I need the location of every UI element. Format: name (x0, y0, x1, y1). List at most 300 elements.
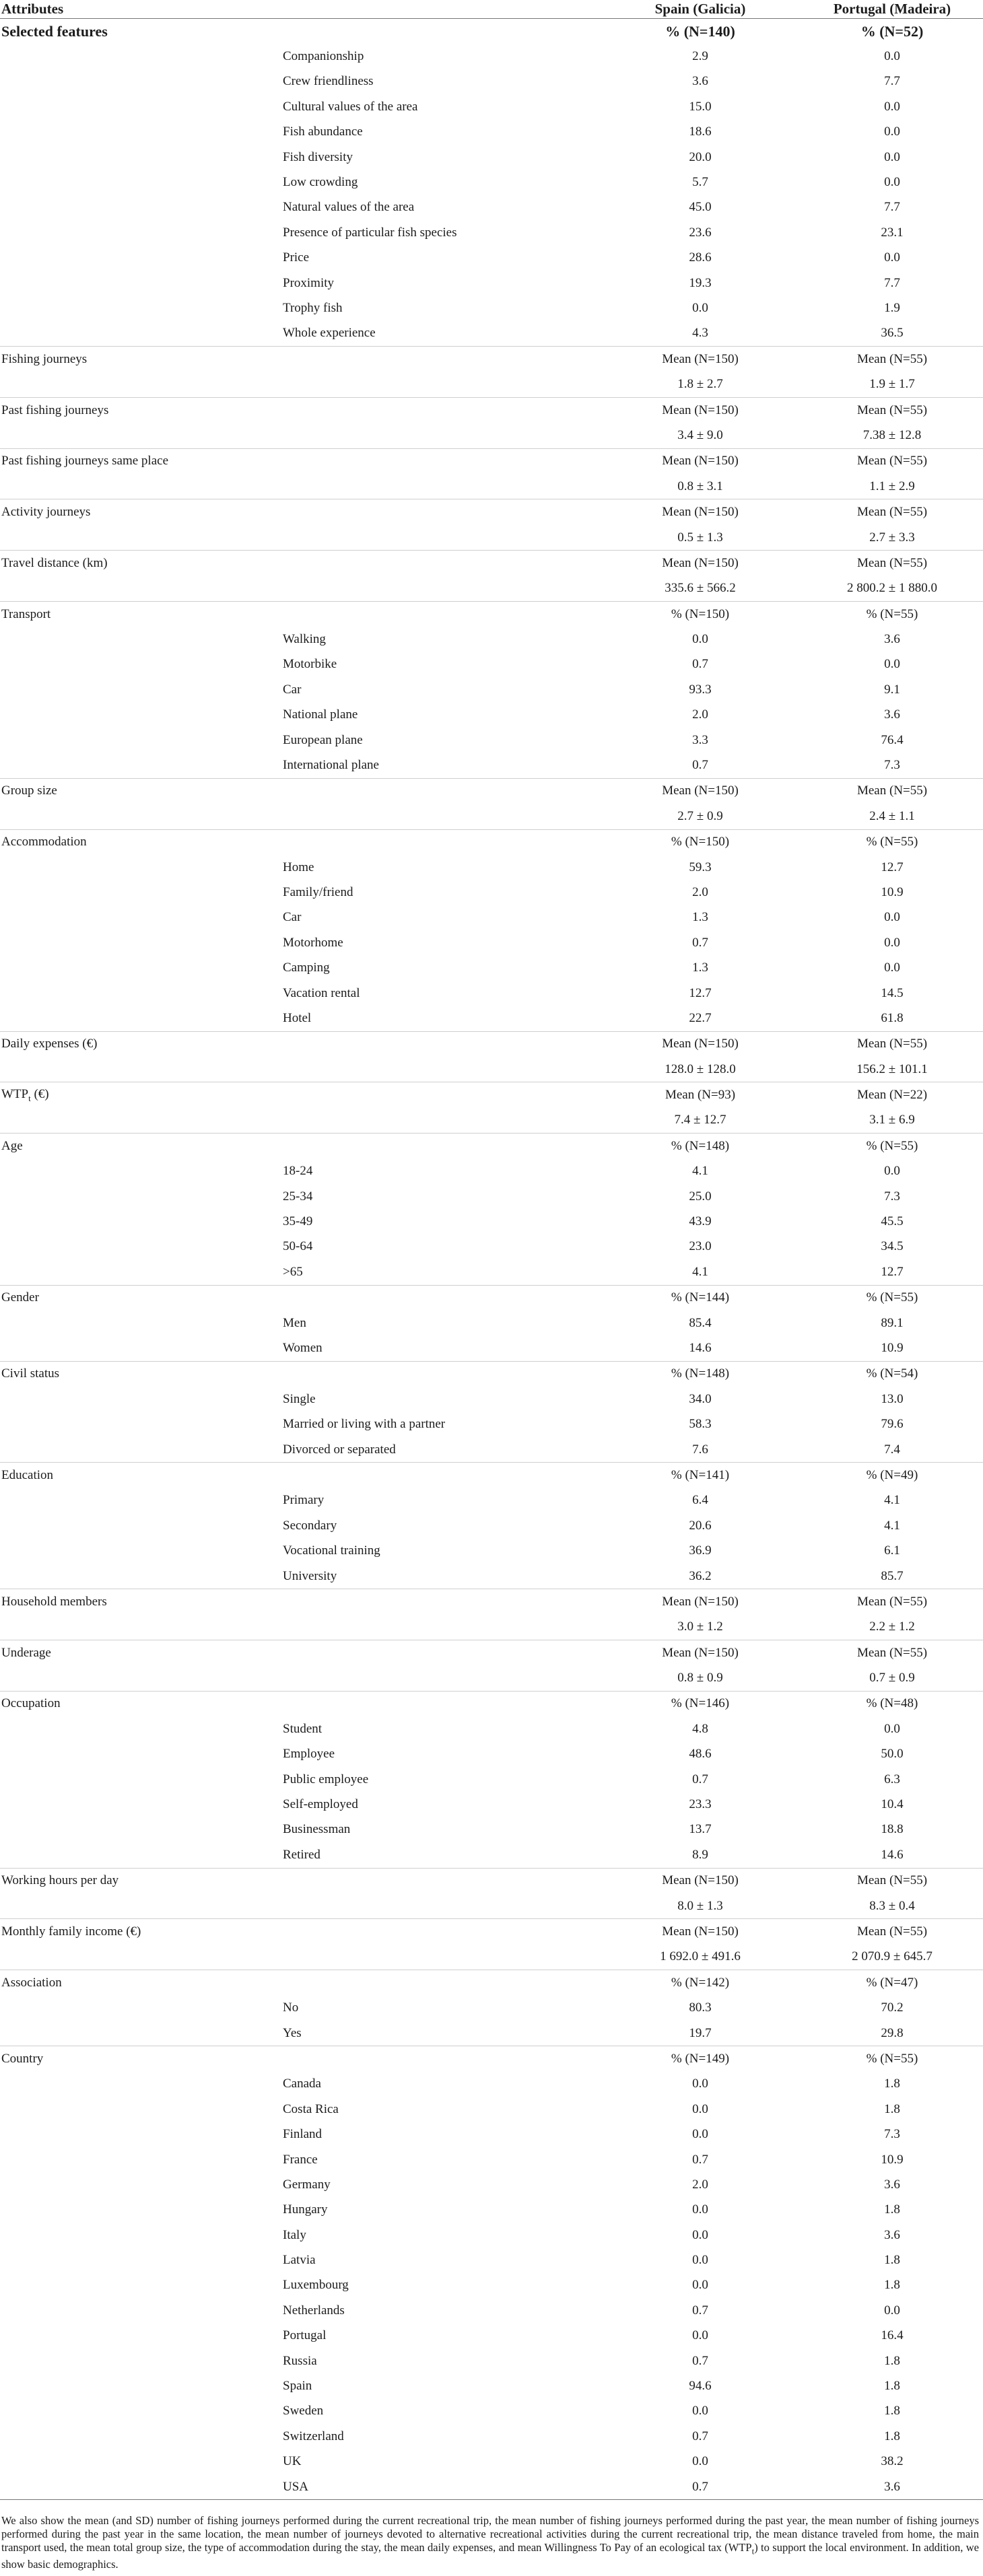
portugal-value-cell: 0.0 (884, 1164, 900, 1179)
table-row (0, 2474, 983, 2500)
category-cell: Home (283, 860, 314, 874)
spain-value-cell: 85.4 (689, 1315, 712, 1330)
portugal-value-cell: 0.0 (884, 49, 900, 64)
attribute-cell (0, 19, 283, 44)
portugal-value-cell: 2.7 ± 3.3 (869, 530, 915, 545)
attribute-label: Gender (1, 1290, 39, 1305)
portugal-value-cell: 1.8 (884, 2404, 900, 2418)
footnote-subscript: t (751, 2546, 755, 2556)
category-cell: Men (283, 1315, 306, 1330)
spain-value-cell: 0.0 (692, 632, 708, 647)
spain-value-cell: 36.2 (689, 1568, 712, 1583)
portugal-value-cell: 1.8 (884, 2202, 900, 2217)
portugal-value-cell: % (N=55) (801, 2046, 983, 2072)
category-cell: Natural values of the area (283, 200, 415, 215)
spain-value-cell: Mean (N=150) (599, 347, 801, 372)
attribute-cell (0, 1817, 283, 1842)
portugal-value-cell: 7.3 (884, 758, 900, 773)
table-row (0, 321, 983, 347)
portugal-value-cell: 4.1 (884, 1518, 900, 1533)
category-cell: Italy (283, 2227, 306, 2242)
portugal-value-cell: 1.8 (884, 2429, 900, 2443)
table-header-row (0, 0, 983, 19)
spain-value-cell: 0.7 (692, 935, 708, 950)
attribute-cell (0, 321, 283, 347)
spain-value-cell: 0.7 (692, 2429, 708, 2443)
table-row (0, 627, 983, 652)
category-cell (283, 1665, 599, 1691)
spain-value-cell: 0.0 (692, 2077, 708, 2091)
attribute-cell (0, 1767, 283, 1792)
spain-value-cell: 3.4 ± 9.0 (677, 427, 723, 442)
spain-value-cell: % (N=141) (599, 1463, 801, 1488)
table-row (0, 2198, 983, 2223)
attribute-cell (0, 728, 283, 753)
spain-value-cell: 0.7 (692, 657, 708, 672)
table-row (0, 397, 983, 423)
spain-value-cell: Mean (N=150) (599, 551, 801, 576)
table-row (0, 2223, 983, 2248)
table-row (0, 551, 983, 576)
table-row (0, 2072, 983, 2097)
spain-value-cell: % (N=140) (599, 19, 801, 44)
portugal-value-cell: Mean (N=55) (801, 347, 983, 372)
portugal-value-cell: % (N=55) (801, 829, 983, 855)
attribute-cell (0, 1031, 283, 1057)
category-cell: European plane (283, 732, 363, 747)
portugal-value-cell: 2.2 ± 1.2 (869, 1620, 915, 1634)
portugal-value-cell: 156.2 ± 101.1 (856, 1061, 928, 1076)
attribute-cell (0, 271, 283, 295)
category-cell: Trophy fish (283, 300, 343, 315)
footnote-text: We also show the mean (and SD) number of fishing journeys performed during the current recreational trip, the mean number of fishing journeys performed during the past year, the mean number of fishing journeys performed during the past year in the same location, the mean number of journeys devoted to alternative recreational activities during the current recreational trip, the mean distance traveled from home, the main transport used, the mean total group size, the type of accommodation during the stay, the mean daily expenses, and mean Willingness To Pay of an ecological tax (WTP (1, 2514, 979, 2554)
portugal-value-cell: 1.8 (884, 2353, 900, 2368)
table-row (0, 170, 983, 195)
portugal-value-cell: 34.5 (881, 1239, 904, 1254)
attribute-cell (0, 2324, 283, 2348)
category-cell: Finland (283, 2127, 323, 2142)
header-attributes: Attributes (0, 0, 599, 19)
table-row (0, 2046, 983, 2072)
portugal-value-cell: 2.4 ± 1.1 (869, 808, 915, 823)
spain-value-cell: Mean (N=150) (599, 1031, 801, 1057)
header-spain: Spain (Galicia) (599, 0, 801, 19)
category-cell (283, 551, 599, 576)
spain-value-cell: 19.3 (689, 275, 712, 290)
category-cell (283, 804, 599, 829)
table-row (0, 474, 983, 499)
attribute-cell (0, 1437, 283, 1463)
attribute-cell (0, 2046, 283, 2072)
spain-value-cell: 58.3 (689, 1417, 712, 1432)
attribute-cell (0, 677, 283, 702)
attribute-subscript: t (28, 1092, 31, 1103)
table-row (0, 1335, 983, 1361)
spain-value-cell: 335.6 ± 566.2 (665, 581, 736, 596)
portugal-value-cell: Mean (N=55) (801, 1640, 983, 1666)
table-row (0, 1945, 983, 1970)
table-row (0, 2122, 983, 2147)
portugal-value-cell: 89.1 (881, 1315, 904, 1330)
table-row (0, 2324, 983, 2348)
attribute-cell (0, 1463, 283, 1488)
attribute-cell (0, 1134, 283, 1159)
attribute-cell (0, 1742, 283, 1767)
portugal-value-cell: 0.0 (884, 149, 900, 164)
table-row (0, 1057, 983, 1082)
portugal-value-cell: 1.8 (884, 2278, 900, 2293)
spain-value-cell: Mean (N=150) (599, 499, 801, 525)
category-cell: Single (283, 1391, 316, 1406)
category-cell: Employee (283, 1747, 335, 1762)
spain-value-cell: 0.7 (692, 758, 708, 773)
attribute-cell (0, 930, 283, 955)
portugal-value-cell: Mean (N=55) (801, 1868, 983, 1893)
portugal-value-cell: 18.8 (881, 1822, 904, 1837)
spain-value-cell: % (N=150) (599, 829, 801, 855)
attribute-cell (0, 1970, 283, 1996)
category-cell: 25-34 (283, 1189, 313, 1204)
portugal-value-cell: 8.3 ± 0.4 (869, 1898, 915, 1913)
spain-value-cell: 13.7 (689, 1822, 712, 1837)
attribute-cell (0, 347, 283, 372)
category-cell (283, 448, 599, 474)
spain-value-cell: 0.0 (692, 2404, 708, 2418)
table-row (0, 1691, 983, 1716)
spain-value-cell: 0.0 (692, 300, 708, 315)
spain-value-cell: 2.0 (692, 707, 708, 722)
table-row (0, 195, 983, 220)
table-row (0, 120, 983, 145)
portugal-value-cell: % (N=47) (801, 1970, 983, 1996)
spain-value-cell: 2.0 (692, 2177, 708, 2192)
attribute-label: Underage (1, 1645, 51, 1660)
portugal-value-cell: 50.0 (881, 1747, 904, 1762)
table-row (0, 1031, 983, 1057)
spain-value-cell: 0.0 (692, 2101, 708, 2116)
category-cell (283, 778, 599, 804)
attribute-cell (0, 195, 283, 220)
attribute-cell (0, 1361, 283, 1387)
attribute-cell (0, 94, 283, 119)
table-row (0, 955, 983, 980)
spain-value-cell: Mean (N=150) (599, 1919, 801, 1945)
category-cell: Price (283, 250, 310, 265)
spain-value-cell: 12.7 (689, 985, 712, 1000)
spain-value-cell: % (N=146) (599, 1691, 801, 1716)
spain-value-cell: % (N=142) (599, 1970, 801, 1996)
table-row (0, 601, 983, 627)
table-row (0, 2298, 983, 2323)
category-cell: Sweden (283, 2404, 324, 2418)
category-cell: Russia (283, 2353, 317, 2368)
attribute-cell (0, 1665, 283, 1691)
attribute-label: Travel distance (km) (1, 555, 108, 570)
header-portugal: Portugal (Madeira) (801, 0, 983, 19)
spain-value-cell: % (N=144) (599, 1285, 801, 1311)
table-row (0, 1259, 983, 1285)
category-cell: Motorbike (283, 657, 337, 672)
table-row (0, 19, 983, 44)
attribute-cell (0, 1285, 283, 1311)
attribute-label: Fishing journeys (1, 351, 88, 366)
attribute-label: Activity journeys (1, 505, 91, 520)
spain-value-cell: 7.6 (692, 1442, 708, 1457)
portugal-value-cell: 3.6 (801, 2474, 983, 2500)
portugal-value-cell: 4.1 (884, 1493, 900, 1508)
spain-value-cell: 80.3 (689, 2000, 712, 2015)
portugal-value-cell: 23.1 (881, 225, 904, 240)
attribute-cell (0, 1691, 283, 1716)
attribute-cell (0, 2223, 283, 2248)
category-cell: Fish abundance (283, 125, 363, 139)
category-cell (283, 1108, 599, 1134)
portugal-value-cell: Mean (N=55) (801, 778, 983, 804)
table-row (0, 499, 983, 525)
portugal-value-cell: 9.1 (884, 682, 900, 697)
category-cell: Car (283, 910, 302, 925)
category-cell: Yes (283, 2025, 302, 2040)
portugal-value-cell: 0.0 (884, 125, 900, 139)
attribute-label-tail: (€) (30, 1086, 49, 1101)
spain-value-cell: 36.9 (689, 1543, 712, 1558)
portugal-value-cell: 1.8 (884, 2101, 900, 2116)
portugal-value-cell: 0.0 (884, 2303, 900, 2318)
attribute-cell (0, 2348, 283, 2373)
category-cell (283, 1134, 599, 1159)
portugal-value-cell: 1.8 (884, 2379, 900, 2394)
portugal-value-cell: 70.2 (881, 2000, 904, 2015)
attribute-label: Household members (1, 1594, 107, 1609)
table-row (0, 448, 983, 474)
attribute-cell (0, 145, 283, 170)
spain-value-cell: 23.3 (689, 1797, 712, 1812)
table-row (0, 2021, 983, 2046)
table-row (0, 2097, 983, 2122)
table-row (0, 1463, 983, 1488)
category-cell (283, 1082, 599, 1108)
spain-value-cell: 14.6 (689, 1341, 712, 1355)
attribute-cell (0, 1893, 283, 1919)
spain-value-cell: 0.0 (692, 2454, 708, 2469)
spain-value-cell: % (N=150) (599, 601, 801, 627)
category-cell: Family/friend (283, 884, 353, 899)
table-row (0, 2248, 983, 2272)
portugal-value-cell: 3.6 (884, 707, 900, 722)
portugal-value-cell: 2 070.9 ± 645.7 (852, 1949, 933, 1964)
table-row (0, 905, 983, 930)
attribute-cell (0, 1311, 283, 1335)
attribute-cell (0, 576, 283, 602)
attribute-cell (0, 1488, 283, 1513)
table-row (0, 1868, 983, 1893)
spain-value-cell: Mean (N=150) (599, 1589, 801, 1615)
portugal-value-cell: 13.0 (881, 1391, 904, 1406)
attribute-label: Age (1, 1138, 23, 1153)
table-row (0, 423, 983, 448)
category-cell (283, 499, 599, 525)
portugal-value-cell: % (N=55) (801, 1134, 983, 1159)
table-row (0, 2449, 983, 2474)
table-row (0, 2399, 983, 2424)
attribute-cell (0, 2273, 283, 2298)
category-cell (283, 347, 599, 372)
attribute-cell (0, 778, 283, 804)
portugal-value-cell: 3.1 ± 6.9 (869, 1113, 915, 1127)
spain-value-cell: % (N=149) (599, 2046, 801, 2072)
spain-value-cell: 34.0 (689, 1391, 712, 1406)
category-cell: Public employee (283, 1772, 369, 1786)
portugal-value-cell: % (N=55) (801, 601, 983, 627)
table-row (0, 804, 983, 829)
category-cell: Car (283, 682, 302, 697)
attribute-cell (0, 1842, 283, 1868)
category-cell (283, 1589, 599, 1615)
portugal-value-cell: 61.8 (881, 1010, 904, 1025)
attribute-cell (0, 855, 283, 880)
category-cell (283, 1691, 599, 1716)
attribute-label: Group size (1, 784, 57, 798)
table-row (0, 1082, 983, 1108)
category-cell (283, 1361, 599, 1387)
table-row (0, 855, 983, 880)
spain-value-cell: 0.7 (692, 2152, 708, 2167)
table-body (0, 19, 983, 2500)
category-cell: Hungary (283, 2202, 328, 2217)
table-row (0, 1842, 983, 1868)
table-row (0, 1995, 983, 2020)
table-row (0, 94, 983, 119)
category-cell: 18-24 (283, 1164, 313, 1179)
category-cell: Camping (283, 961, 330, 975)
portugal-value-cell: 14.5 (881, 985, 904, 1000)
spain-value-cell: 0.0 (692, 2253, 708, 2268)
spain-value-cell: 43.9 (689, 1214, 712, 1229)
spain-value-cell: 2.9 (692, 49, 708, 64)
spain-value-cell: 128.0 ± 128.0 (665, 1061, 736, 1076)
table-row (0, 1311, 983, 1335)
portugal-value-cell: 14.6 (881, 1847, 904, 1862)
attribute-cell (0, 880, 283, 905)
spain-value-cell: 0.7 (599, 2474, 801, 2500)
spain-value-cell: 0.7 (692, 2303, 708, 2318)
table-row (0, 1159, 983, 1184)
attribute-cell (0, 372, 283, 397)
table-row (0, 525, 983, 551)
spain-value-cell: 59.3 (689, 860, 712, 874)
category-cell: Retired (283, 1847, 320, 1862)
attribute-cell (0, 2449, 283, 2474)
portugal-value-cell: 7.7 (884, 200, 900, 215)
attribute-cell (0, 829, 283, 855)
spain-value-cell: 4.8 (692, 1721, 708, 1736)
table-row (0, 347, 983, 372)
category-cell: Germany (283, 2177, 331, 2192)
attribute-cell (0, 1995, 283, 2020)
spain-value-cell: 20.0 (689, 149, 712, 164)
table-row (0, 145, 983, 170)
attribute-cell (0, 2399, 283, 2424)
attribute-cell (0, 423, 283, 448)
category-cell: Canada (283, 2077, 321, 2091)
portugal-value-cell: 1.1 ± 2.9 (869, 479, 915, 493)
category-cell: Presence of particular fish species (283, 225, 457, 240)
category-cell: Low crowding (283, 175, 358, 190)
category-cell: Secondary (283, 1518, 337, 1533)
spain-value-cell: 25.0 (689, 1189, 712, 1204)
table-row (0, 1234, 983, 1259)
attribute-cell (0, 753, 283, 778)
table-row (0, 44, 983, 69)
table-row (0, 703, 983, 728)
category-cell: Companionship (283, 49, 364, 64)
category-cell: Fish diversity (283, 149, 353, 164)
portugal-value-cell: 76.4 (881, 732, 904, 747)
table-row (0, 1970, 983, 1996)
table-row (0, 1488, 983, 1513)
category-cell: Businessman (283, 1822, 351, 1837)
attribute-cell (0, 2373, 283, 2398)
spain-value-cell: 6.4 (692, 1493, 708, 1508)
portugal-value-cell: 7.3 (884, 2127, 900, 2142)
portugal-value-cell: 7.38 ± 12.8 (862, 427, 922, 442)
category-cell (283, 1463, 599, 1488)
spain-value-cell: 0.0 (692, 2227, 708, 2242)
category-cell: Cultural values of the area (283, 99, 418, 114)
attribute-cell (0, 2424, 283, 2449)
category-cell (283, 1285, 599, 1311)
portugal-value-cell: Mean (N=55) (801, 499, 983, 525)
table-row (0, 2147, 983, 2172)
category-cell (283, 1031, 599, 1057)
category-cell (283, 2046, 599, 2072)
portugal-value-cell: 0.0 (884, 99, 900, 114)
attribute-cell (0, 1184, 283, 1209)
table-row (0, 829, 983, 855)
attribute-cell (0, 1716, 283, 1741)
spain-value-cell: 2.0 (692, 884, 708, 899)
category-cell (283, 829, 599, 855)
portugal-value-cell: 10.9 (881, 2152, 904, 2167)
attribute-cell (0, 1589, 283, 1615)
spain-value-cell: 1.3 (692, 910, 708, 925)
category-cell (283, 474, 599, 499)
attribute-cell (0, 1209, 283, 1234)
spain-value-cell: 48.6 (689, 1747, 712, 1762)
spain-value-cell: 19.7 (689, 2025, 712, 2040)
category-cell: France (283, 2152, 318, 2167)
attribute-cell (0, 1868, 283, 1893)
portugal-value-cell: 0.7 ± 0.9 (869, 1671, 915, 1685)
attribute-cell (0, 601, 283, 627)
category-cell (283, 525, 599, 551)
portugal-value-cell: % (N=48) (801, 1691, 983, 1716)
spain-value-cell: 20.6 (689, 1518, 712, 1533)
spain-value-cell: 0.0 (692, 2202, 708, 2217)
attribute-cell (0, 1792, 283, 1817)
spain-value-cell: % (N=148) (599, 1134, 801, 1159)
category-cell: Portugal (283, 2328, 327, 2343)
category-cell: Whole experience (283, 326, 376, 341)
attribute-cell (0, 703, 283, 728)
spain-value-cell: 7.4 ± 12.7 (674, 1113, 726, 1127)
table-row (0, 1209, 983, 1234)
attribute-cell (0, 1919, 283, 1945)
attribute-cell (0, 1387, 283, 1412)
attribute-cell (0, 295, 283, 320)
category-cell: Divorced or separated (283, 1442, 396, 1457)
portugal-value-cell: 0.0 (884, 935, 900, 950)
